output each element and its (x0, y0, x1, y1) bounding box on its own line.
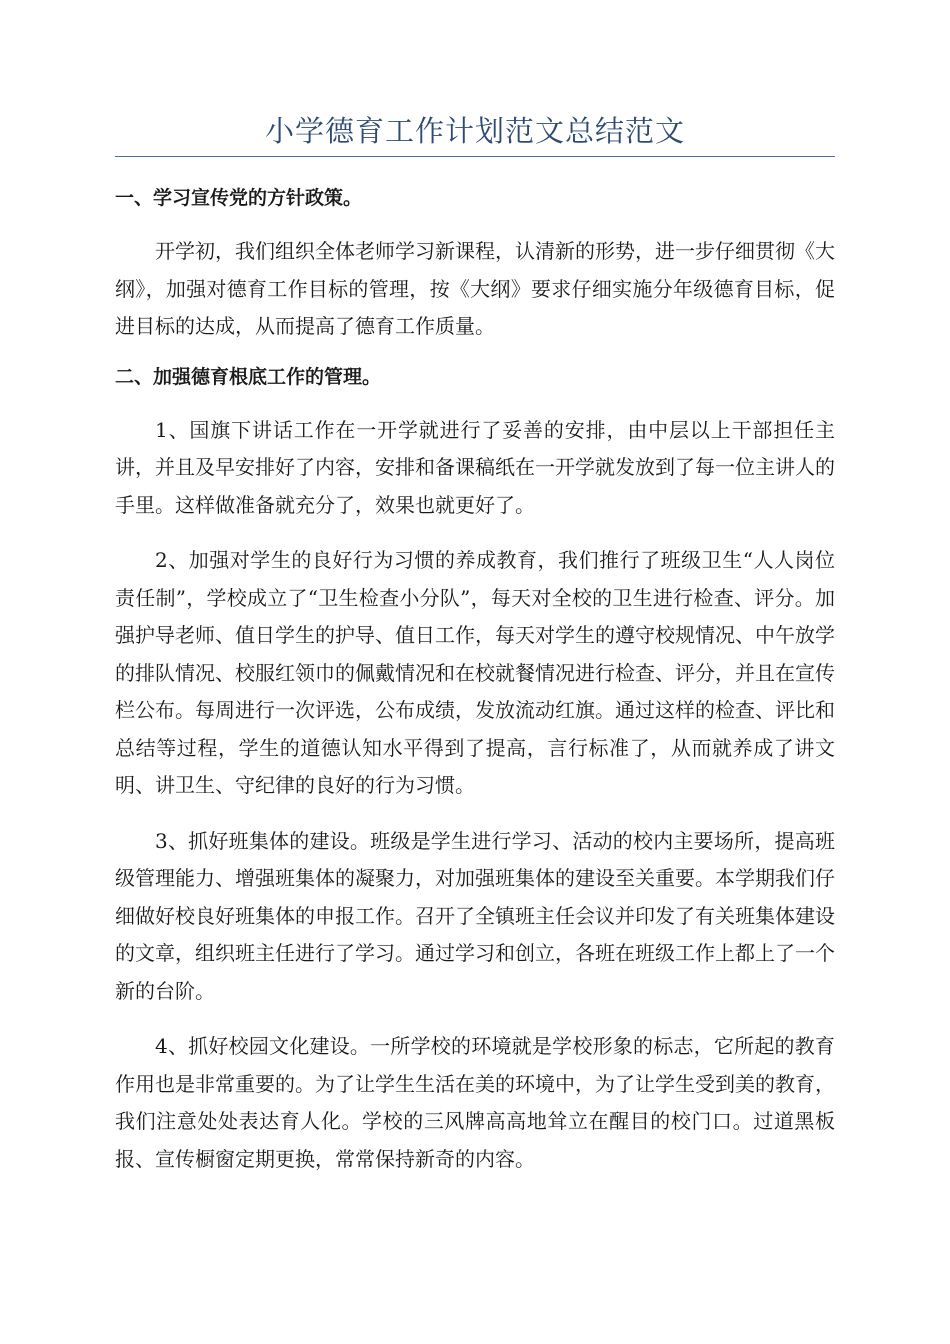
paragraph: 开学初，我们组织全体老师学习新课程，认清新的形势，进一步仔细贯彻《大纲》，加强对德育工作目标的管理，按《大纲》要求仔细实施分年级德育目标，促进目标的达成，从而提高了德育工作质量。 (115, 239, 835, 338)
paragraph: 4、抓好校园文化建设。一所学校的环境就是学校形象的标志，它所起的教育作用也是非常重要的。为了让学生生活在美的环境中，为了让学生受到美的教育，我们注意处处表达育人化。学校的三风牌高高地耸立在醒目的校门口。过道黑板报、宣传橱窗定期更换，常常保持新奇的内容。 (115, 1034, 835, 1171)
section-heading: 二、加强德育根底工作的管理。 (115, 365, 382, 388)
section-heading: 一、学习宣传党的方针政策。 (115, 187, 363, 209)
section-2 (115, 364, 835, 1179)
paragraph: 1、国旗下讲话工作在一开学就进行了妥善的安排，由中层以上干部担任主讲，并且及早安排好了内容，安排和备课稿纸在一开学就发放到了每一位主讲人的手里。这样做准备就充分了，效果也就更好了。 (115, 417, 835, 517)
paragraph: 3、抓好班集体的建设。班级是学生进行学习、活动的校内主要场所，提高班级管理能力、增强班集体的凝聚力，对加强班集体的建设至关重要。本学期我们仔细做好校良好班集体的申报工作。召开了全镇班主任会议并印发了有关班集体建设的文章，组织班主任进行了学习。通过学习和创立，各班在班级工作上都上了一个新的台阶。 (115, 828, 835, 1003)
title-divider (115, 156, 835, 157)
document-page (115, 108, 835, 1196)
paragraph: 2、加强对学生的良好行为习惯的养成教育，我们推行了班级卫生“人人岗位责任制”，学校成立了“卫生检查小分队”，每天对全校的卫生进行检查、评分。加强护导老师、值日学生的护导、值日工作，每天对学生的遵守校规情况、中午放学的排队情况、校服红领巾的佩戴情况和在校就餐情况进行检查、评分，并且在宣传栏公布。每周进行一次评选，公布成绩，发放流动红旗。通过这样的检查、评比和总结等过程，学生的道德认知水平得到了提高，言行标准了，从而就养成了讲文明、讲卫生、守纪律的良好的行为习惯。 (115, 548, 835, 797)
document-title: 小学德育工作计划范文总结范文 (264, 114, 685, 148)
section-1 (115, 185, 835, 346)
